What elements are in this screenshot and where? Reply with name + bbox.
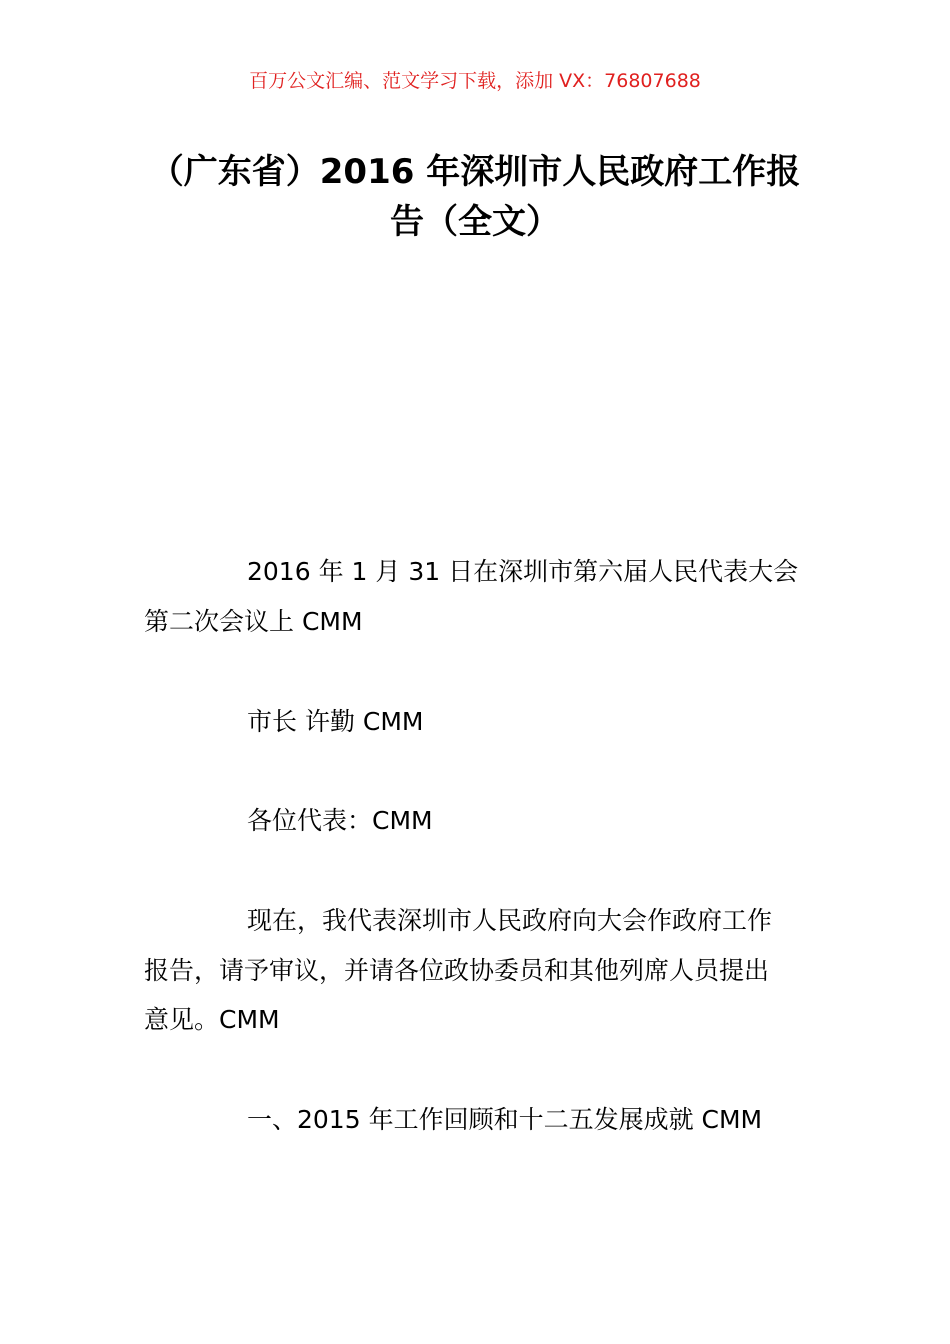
- paragraph-speaker: 市长 许勤 CMM: [247, 707, 424, 736]
- paragraph-date-line-1: 2016 年 1 月 31 日在深圳市第六届人民代表大会: [247, 557, 799, 586]
- document-title-line-1: （广东省）2016 年深圳市人民政府工作报: [149, 152, 801, 192]
- paragraph-intro-line-3: 意见。CMM: [144, 1005, 280, 1034]
- document-title-line-2: 告（全文）: [390, 202, 560, 242]
- section-heading-1: 一、2015 年工作回顾和十二五发展成就 CMM: [247, 1105, 763, 1134]
- paragraph-salutation: 各位代表：CMM: [247, 806, 433, 835]
- paragraph-intro-line-1: 现在，我代表深圳市人民政府向大会作政府工作: [247, 906, 773, 935]
- paragraph-intro-line-2: 报告，请予审议，并请各位政协委员和其他列席人员提出: [144, 956, 770, 985]
- paragraph-date-line-2: 第二次会议上 CMM: [144, 607, 363, 636]
- header-banner: 百万公文汇编、范文学习下载，添加 VX：76807688: [249, 70, 701, 92]
